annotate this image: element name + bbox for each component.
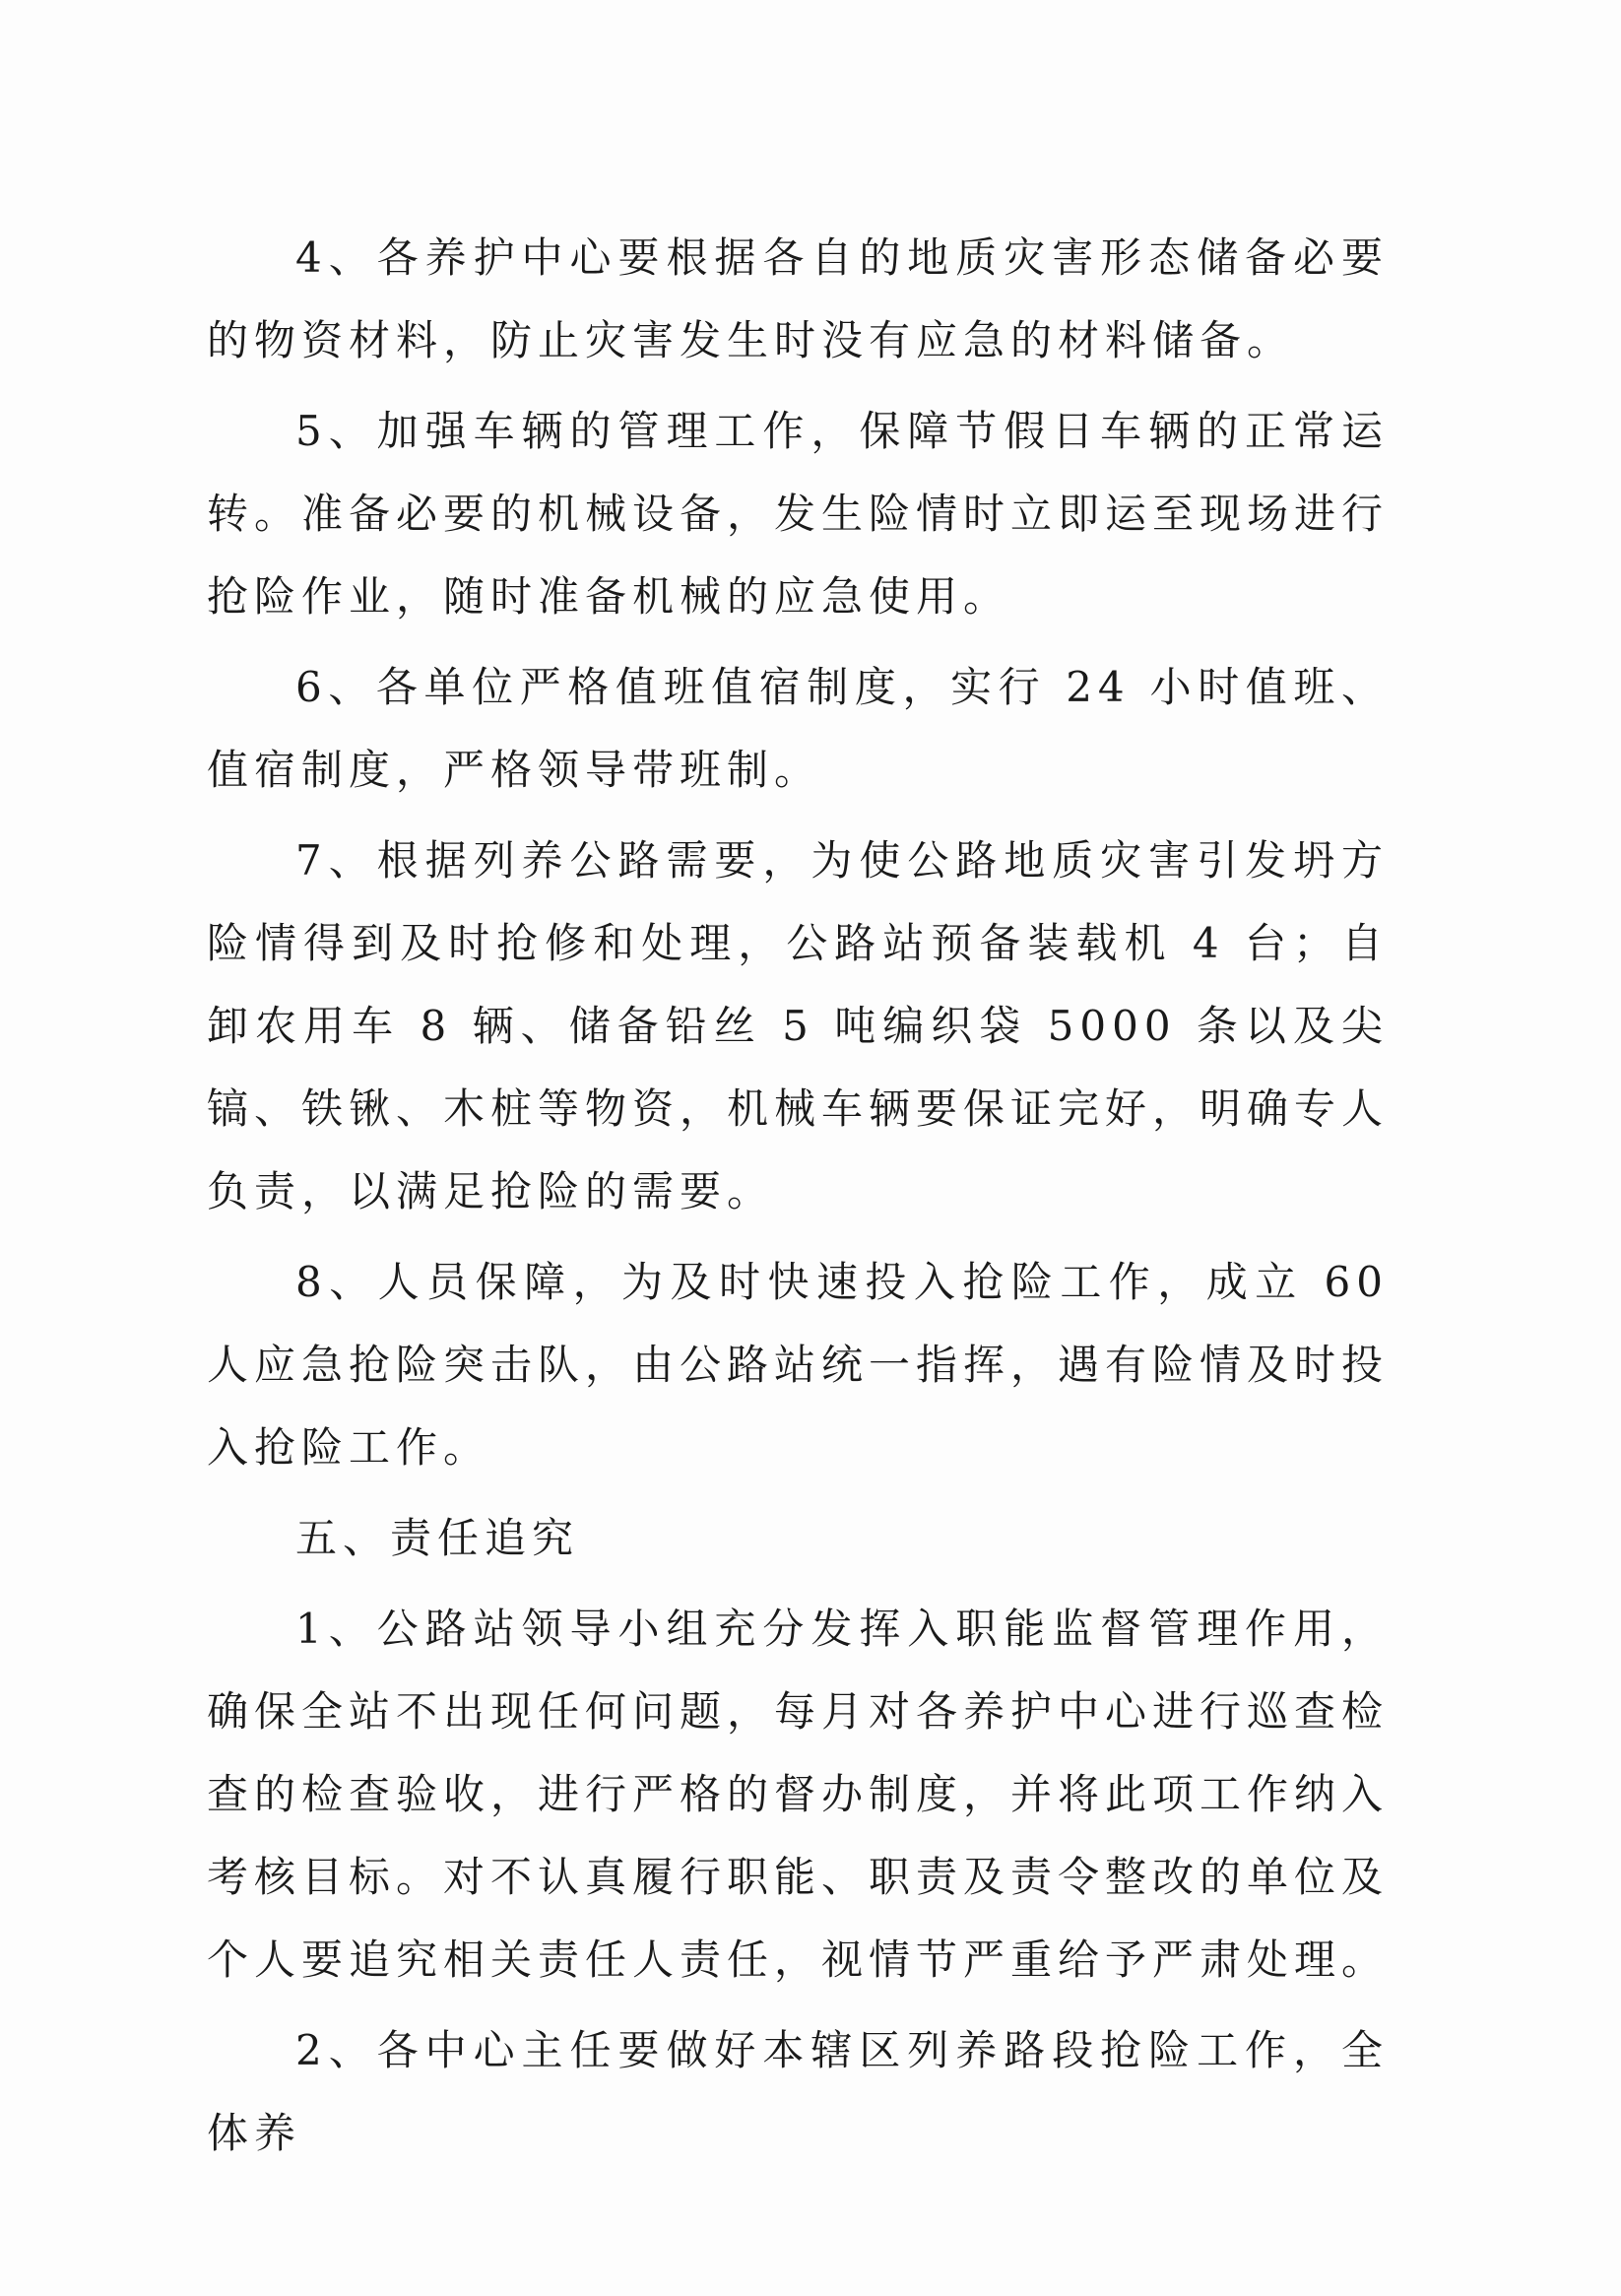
section-paragraph-2: 2、各中心主任要做好本辖区列养路段抢险工作，全体养	[207, 2026, 1389, 2157]
paragraph-item-6: 6、各单位严格值班值宿制度，实行 24 小时值班、值宿制度，严格领导带班制。	[207, 663, 1389, 794]
section-paragraph-1: 1、公路站领导小组充分发挥入职能监督管理作用，确保全站不出现任何问题，每月对各养护中心进行巡查检查的检查验收，进行严格的督办制度，并将此项工作纳入考核目标。对不认真履行职能、职责及责令整改的单位及个人要追究相关责任人责任，视情节严重给予严肃处理。	[207, 1605, 1390, 1984]
document-body	[207, 217, 1389, 2175]
section-heading: 五、责任追究	[295, 1514, 580, 1562]
paragraph-item-4: 4、各养护中心要根据各自的地质灾害形态储备必要的物资材料，防止灾害发生时没有应急的材料储备。	[207, 233, 1389, 364]
paragraph-item-5: 5、加强车辆的管理工作，保障节假日车辆的正常运转。准备必要的机械设备，发生险情时立即运至现场进行抢险作业，随时准备机械的应急使用。	[207, 407, 1390, 621]
paragraph-item-7: 7、根据列养公路需要，为使公路地质灾害引发坍方险情得到及时抢修和处理，公路站预备装载机 4 台；自卸农用车 8 辆、储备铅丝 5 吨编织袋 5000 条以及尖镐、铁锹、木桩等物资，机械车辆要保证完好，明确专人负责，以满足抢险的需要。	[207, 836, 1390, 1215]
paragraph-item-8: 8、人员保障，为及时快速投入抢险工作，成立 60 人应急抢险突击队，由公路站统一指挥，遇有险情及时投入抢险工作。	[207, 1258, 1390, 1472]
